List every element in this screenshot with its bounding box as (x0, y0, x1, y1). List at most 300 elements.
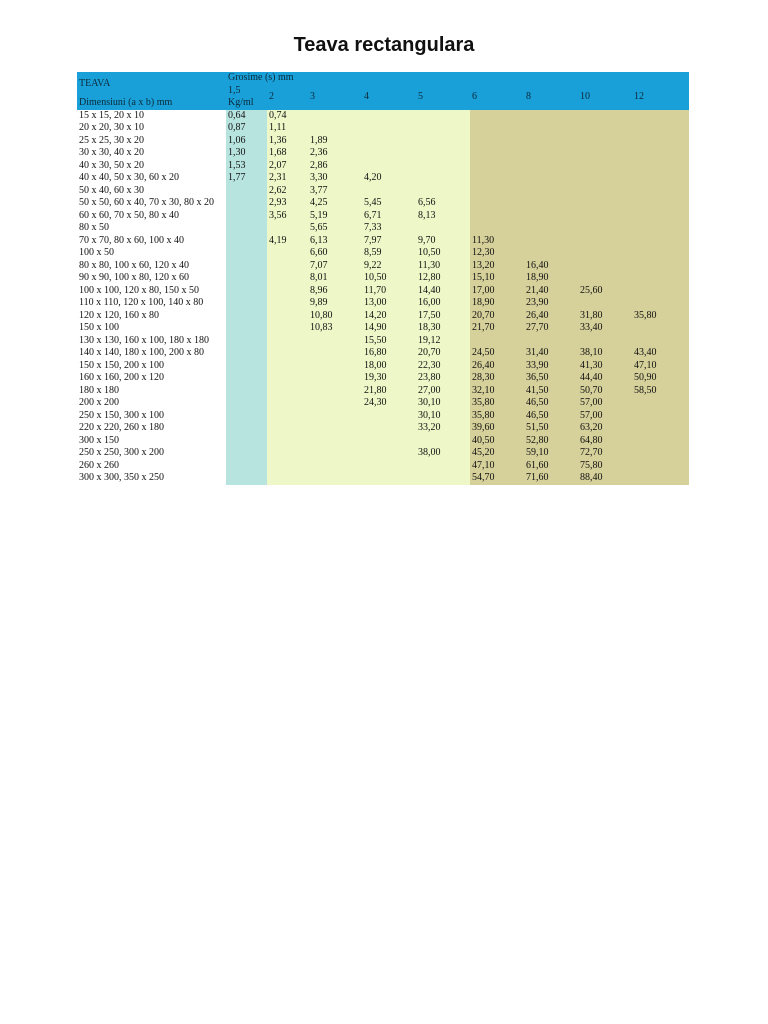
weight-cell (267, 460, 308, 473)
weight-cell (632, 147, 689, 160)
weight-cell (308, 422, 362, 435)
weight-cell: 38,00 (416, 447, 470, 460)
weight-cell: 4,19 (267, 235, 308, 248)
weight-cell: 10,83 (308, 322, 362, 335)
weight-cell (308, 347, 362, 360)
weight-cell: 6,56 (416, 197, 470, 210)
table-row (77, 185, 689, 198)
weight-cell: 41,30 (578, 360, 632, 373)
weight-cell (362, 185, 416, 198)
weight-cell (632, 435, 689, 448)
dimension-cell: 100 x 100, 120 x 80, 150 x 50 (77, 285, 226, 298)
weight-cell: 24,50 (470, 347, 524, 360)
dimension-cell: 300 x 300, 350 x 250 (77, 472, 226, 485)
dimension-cell: 50 x 40, 60 x 30 (77, 185, 226, 198)
weight-cell (226, 272, 267, 285)
weight-cell (267, 447, 308, 460)
weight-cell: 46,50 (524, 397, 578, 410)
weight-cell: 5,19 (308, 210, 362, 223)
table-row (77, 247, 689, 260)
weight-cell: 1,77 (226, 172, 267, 185)
weight-cell (362, 422, 416, 435)
table-row (77, 297, 689, 310)
weight-cell (267, 360, 308, 373)
header-thickness: 2 (267, 85, 308, 110)
weight-cell: 6,60 (308, 247, 362, 260)
table-row (77, 360, 689, 373)
header-thickness: 10 (578, 85, 632, 110)
dimension-cell: 15 x 15, 20 x 10 (77, 110, 226, 123)
table-row (77, 147, 689, 160)
weight-cell (267, 322, 308, 335)
weight-cell (578, 335, 632, 348)
weight-cell: 32,10 (470, 385, 524, 398)
document-title: Teava rectangulara (293, 34, 475, 56)
dimension-cell: 90 x 90, 100 x 80, 120 x 60 (77, 272, 226, 285)
table-row (77, 310, 689, 323)
weight-cell: 39,60 (470, 422, 524, 435)
weight-cell: 35,80 (470, 410, 524, 423)
weight-cell (308, 472, 362, 485)
weight-cell (632, 322, 689, 335)
weight-cell (632, 122, 689, 135)
weight-cell (470, 147, 524, 160)
weight-cell (416, 185, 470, 198)
weight-cell (226, 372, 267, 385)
weight-cell (226, 410, 267, 423)
weight-cell: 11,30 (416, 260, 470, 273)
table-row (77, 397, 689, 410)
weight-cell: 0,64 (226, 110, 267, 123)
dimension-cell: 25 x 25, 30 x 20 (77, 135, 226, 148)
weight-cell (308, 435, 362, 448)
weight-cell: 3,77 (308, 185, 362, 198)
weight-cell (267, 335, 308, 348)
weight-cell: 14,20 (362, 310, 416, 323)
weight-cell (226, 260, 267, 273)
weight-cell: 1,30 (226, 147, 267, 160)
weight-cell (267, 260, 308, 273)
weight-cell: 16,00 (416, 297, 470, 310)
weight-cell (226, 422, 267, 435)
weight-cell: 4,25 (308, 197, 362, 210)
dimension-cell: 20 x 20, 30 x 10 (77, 122, 226, 135)
weight-cell: 57,00 (578, 397, 632, 410)
weight-cell (632, 135, 689, 148)
weight-cell (524, 185, 578, 198)
weight-cell (226, 210, 267, 223)
weight-cell (470, 185, 524, 198)
weight-cell: 63,20 (578, 422, 632, 435)
weight-cell: 15,50 (362, 335, 416, 348)
dimension-cell: 130 x 130, 160 x 100, 180 x 180 (77, 335, 226, 348)
dimension-cell: 260 x 260 (77, 460, 226, 473)
table-row (77, 160, 689, 173)
weight-cell (362, 110, 416, 123)
weight-cell (578, 235, 632, 248)
weight-cell: 50,70 (578, 385, 632, 398)
weight-table (77, 72, 689, 485)
weight-cell (578, 185, 632, 198)
weight-cell (267, 397, 308, 410)
weight-cell (524, 172, 578, 185)
weight-cell (524, 247, 578, 260)
weight-cell: 26,40 (524, 310, 578, 323)
weight-cell (226, 310, 267, 323)
weight-cell (226, 460, 267, 473)
weight-cell (524, 210, 578, 223)
weight-cell: 31,40 (524, 347, 578, 360)
dimension-cell: 50 x 50, 60 x 40, 70 x 30, 80 x 20 (77, 197, 226, 210)
dimension-cell: 250 x 250, 300 x 200 (77, 447, 226, 460)
weight-cell (267, 435, 308, 448)
weight-cell: 21,40 (524, 285, 578, 298)
weight-cell: 88,40 (578, 472, 632, 485)
weight-cell (267, 472, 308, 485)
dimension-cell: 70 x 70, 80 x 60, 100 x 40 (77, 235, 226, 248)
weight-cell: 4,20 (362, 172, 416, 185)
weight-cell (632, 185, 689, 198)
weight-cell (632, 222, 689, 235)
weight-cell: 10,80 (308, 310, 362, 323)
dimension-cell: 110 x 110, 120 x 100, 140 x 80 (77, 297, 226, 310)
weight-cell (226, 247, 267, 260)
table-row (77, 385, 689, 398)
weight-cell: 0,87 (226, 122, 267, 135)
weight-cell: 7,33 (362, 222, 416, 235)
weight-cell (226, 222, 267, 235)
weight-cell (267, 410, 308, 423)
weight-cell (267, 297, 308, 310)
weight-cell: 19,30 (362, 372, 416, 385)
weight-cell (416, 435, 470, 448)
table-row (77, 197, 689, 210)
weight-cell: 45,20 (470, 447, 524, 460)
weight-cell: 8,13 (416, 210, 470, 223)
weight-cell: 44,40 (578, 372, 632, 385)
weight-cell (267, 347, 308, 360)
table-row (77, 335, 689, 348)
weight-cell (226, 185, 267, 198)
weight-cell: 36,50 (524, 372, 578, 385)
header-grosime: Grosime (s) mm (226, 72, 689, 85)
weight-cell: 27,70 (524, 322, 578, 335)
weight-cell (226, 360, 267, 373)
weight-cell: 10,50 (362, 272, 416, 285)
weight-cell: 5,45 (362, 197, 416, 210)
weight-cell (470, 197, 524, 210)
weight-cell (362, 460, 416, 473)
weight-cell: 15,10 (470, 272, 524, 285)
table-row (77, 285, 689, 298)
weight-cell: 9,89 (308, 297, 362, 310)
weight-cell (578, 122, 632, 135)
weight-cell (267, 247, 308, 260)
dimension-cell: 160 x 160, 200 x 120 (77, 372, 226, 385)
weight-cell (226, 285, 267, 298)
weight-cell: 10,50 (416, 247, 470, 260)
weight-cell (632, 247, 689, 260)
weight-cell: 8,01 (308, 272, 362, 285)
weight-cell: 26,40 (470, 360, 524, 373)
table-row (77, 260, 689, 273)
dimension-cell: 30 x 30, 40 x 20 (77, 147, 226, 160)
weight-cell (416, 222, 470, 235)
weight-cell (578, 222, 632, 235)
weight-cell (416, 172, 470, 185)
dimension-cell: 180 x 180 (77, 385, 226, 398)
table-header (77, 72, 689, 110)
weight-cell (362, 160, 416, 173)
weight-cell: 25,60 (578, 285, 632, 298)
weight-cell: 9,22 (362, 260, 416, 273)
weight-cell: 57,00 (578, 410, 632, 423)
header-thickness: 3 (308, 85, 362, 110)
weight-cell: 51,50 (524, 422, 578, 435)
weight-cell (578, 147, 632, 160)
weight-cell (308, 122, 362, 135)
header-thickness: 1,5 (226, 85, 267, 98)
dimension-cell: 40 x 40, 50 x 30, 60 x 20 (77, 172, 226, 185)
weight-cell (226, 397, 267, 410)
dimension-cell: 60 x 60, 70 x 50, 80 x 40 (77, 210, 226, 223)
weight-cell: 47,10 (632, 360, 689, 373)
weight-cell (524, 335, 578, 348)
table-row (77, 422, 689, 435)
weight-cell: 7,07 (308, 260, 362, 273)
weight-cell: 13,00 (362, 297, 416, 310)
weight-cell (578, 160, 632, 173)
weight-cell: 19,12 (416, 335, 470, 348)
weight-cell (524, 222, 578, 235)
weight-cell (267, 310, 308, 323)
weight-cell: 12,80 (416, 272, 470, 285)
weight-cell (632, 447, 689, 460)
weight-cell (470, 122, 524, 135)
weight-cell (308, 360, 362, 373)
weight-cell (267, 222, 308, 235)
weight-cell (632, 110, 689, 123)
weight-cell: 71,60 (524, 472, 578, 485)
weight-cell (470, 172, 524, 185)
weight-cell (632, 460, 689, 473)
weight-cell (632, 297, 689, 310)
weight-cell (416, 122, 470, 135)
weight-cell (267, 272, 308, 285)
weight-cell: 1,11 (267, 122, 308, 135)
weight-cell: 8,96 (308, 285, 362, 298)
weight-cell: 54,70 (470, 472, 524, 485)
header-thickness: 4 (362, 85, 416, 110)
weight-cell (470, 110, 524, 123)
weight-cell: 21,70 (470, 322, 524, 335)
dimension-cell: 300 x 150 (77, 435, 226, 448)
weight-cell: 8,59 (362, 247, 416, 260)
weight-cell: 23,80 (416, 372, 470, 385)
weight-cell: 59,10 (524, 447, 578, 460)
weight-cell (470, 222, 524, 235)
weight-cell: 35,80 (632, 310, 689, 323)
weight-cell (362, 410, 416, 423)
dimension-cell: 80 x 50 (77, 222, 226, 235)
weight-cell (632, 285, 689, 298)
weight-cell: 64,80 (578, 435, 632, 448)
weight-cell (524, 235, 578, 248)
weight-cell: 33,90 (524, 360, 578, 373)
table-row (77, 460, 689, 473)
weight-cell: 33,40 (578, 322, 632, 335)
weight-cell: 47,10 (470, 460, 524, 473)
weight-cell (470, 335, 524, 348)
weight-cell (226, 297, 267, 310)
weight-cell (226, 235, 267, 248)
weight-cell: 28,30 (470, 372, 524, 385)
weight-cell (524, 147, 578, 160)
weight-cell: 1,06 (226, 135, 267, 148)
dimension-cell: 80 x 80, 100 x 60, 120 x 40 (77, 260, 226, 273)
weight-cell: 5,65 (308, 222, 362, 235)
weight-cell (362, 135, 416, 148)
weight-cell: 17,50 (416, 310, 470, 323)
weight-cell: 18,90 (524, 272, 578, 285)
weight-cell (632, 197, 689, 210)
weight-cell: 6,71 (362, 210, 416, 223)
weight-cell: 40,50 (470, 435, 524, 448)
dimension-cell: 120 x 120, 160 x 80 (77, 310, 226, 323)
weight-cell: 27,00 (416, 385, 470, 398)
weight-cell: 18,30 (416, 322, 470, 335)
header-thickness: 5 (416, 85, 470, 110)
weight-cell: 1,89 (308, 135, 362, 148)
weight-cell (632, 160, 689, 173)
weight-cell (578, 110, 632, 123)
weight-cell (524, 135, 578, 148)
weight-cell: 2,36 (308, 147, 362, 160)
table-row (77, 222, 689, 235)
weight-cell (524, 160, 578, 173)
weight-cell (416, 110, 470, 123)
weight-cell (524, 122, 578, 135)
table-body (77, 110, 689, 485)
weight-cell (470, 160, 524, 173)
header-unit: Kg/ml (226, 97, 267, 110)
weight-cell (362, 147, 416, 160)
weight-cell (308, 372, 362, 385)
weight-cell (267, 372, 308, 385)
weight-cell (578, 197, 632, 210)
weight-cell (226, 322, 267, 335)
dimension-cell: 150 x 150, 200 x 100 (77, 360, 226, 373)
weight-cell: 43,40 (632, 347, 689, 360)
table-row (77, 210, 689, 223)
table-row (77, 135, 689, 148)
weight-cell: 7,97 (362, 235, 416, 248)
weight-cell: 61,60 (524, 460, 578, 473)
weight-cell: 16,80 (362, 347, 416, 360)
weight-cell: 2,93 (267, 197, 308, 210)
weight-cell: 2,86 (308, 160, 362, 173)
header-thickness: 12 (632, 85, 689, 110)
table-row (77, 272, 689, 285)
weight-cell: 18,00 (362, 360, 416, 373)
weight-cell (470, 135, 524, 148)
weight-cell (632, 210, 689, 223)
table-row (77, 122, 689, 135)
table-row (77, 235, 689, 248)
weight-cell: 11,70 (362, 285, 416, 298)
weight-cell (267, 422, 308, 435)
weight-cell (416, 147, 470, 160)
weight-cell (632, 410, 689, 423)
dimension-cell: 220 x 220, 260 x 180 (77, 422, 226, 435)
weight-cell (632, 335, 689, 348)
weight-cell (226, 385, 267, 398)
weight-cell (632, 472, 689, 485)
weight-cell: 18,90 (470, 297, 524, 310)
weight-cell: 46,50 (524, 410, 578, 423)
header-thickness: 8 (524, 85, 578, 110)
weight-cell: 1,68 (267, 147, 308, 160)
table-row (77, 110, 689, 123)
weight-cell (632, 397, 689, 410)
weight-cell (226, 197, 267, 210)
weight-cell: 12,30 (470, 247, 524, 260)
weight-cell: 35,80 (470, 397, 524, 410)
weight-cell: 58,50 (632, 385, 689, 398)
dimension-cell: 150 x 100 (77, 322, 226, 335)
weight-cell (308, 410, 362, 423)
weight-cell: 22,30 (416, 360, 470, 373)
weight-cell (578, 172, 632, 185)
table-row (77, 372, 689, 385)
weight-cell: 75,80 (578, 460, 632, 473)
header-thickness: 6 (470, 85, 524, 110)
weight-cell (362, 122, 416, 135)
weight-cell (226, 447, 267, 460)
weight-cell: 14,40 (416, 285, 470, 298)
weight-cell (632, 260, 689, 273)
weight-cell (632, 172, 689, 185)
weight-cell: 17,00 (470, 285, 524, 298)
weight-cell: 38,10 (578, 347, 632, 360)
weight-cell (632, 235, 689, 248)
weight-cell: 20,70 (470, 310, 524, 323)
weight-cell (308, 397, 362, 410)
weight-cell: 3,56 (267, 210, 308, 223)
weight-cell (226, 347, 267, 360)
weight-cell: 9,70 (416, 235, 470, 248)
weight-cell: 14,90 (362, 322, 416, 335)
header-teava: TEAVA (77, 72, 226, 97)
weight-cell (416, 135, 470, 148)
weight-cell: 2,62 (267, 185, 308, 198)
weight-cell: 1,53 (226, 160, 267, 173)
weight-cell (308, 385, 362, 398)
weight-cell (632, 422, 689, 435)
weight-cell: 1,36 (267, 135, 308, 148)
weight-cell: 2,31 (267, 172, 308, 185)
weight-cell: 20,70 (416, 347, 470, 360)
weight-cell (416, 460, 470, 473)
weight-cell: 30,10 (416, 410, 470, 423)
weight-cell: 2,07 (267, 160, 308, 173)
weight-cell: 24,30 (362, 397, 416, 410)
weight-cell (226, 435, 267, 448)
weight-cell (524, 110, 578, 123)
weight-cell (578, 260, 632, 273)
table-row (77, 435, 689, 448)
weight-cell (362, 447, 416, 460)
